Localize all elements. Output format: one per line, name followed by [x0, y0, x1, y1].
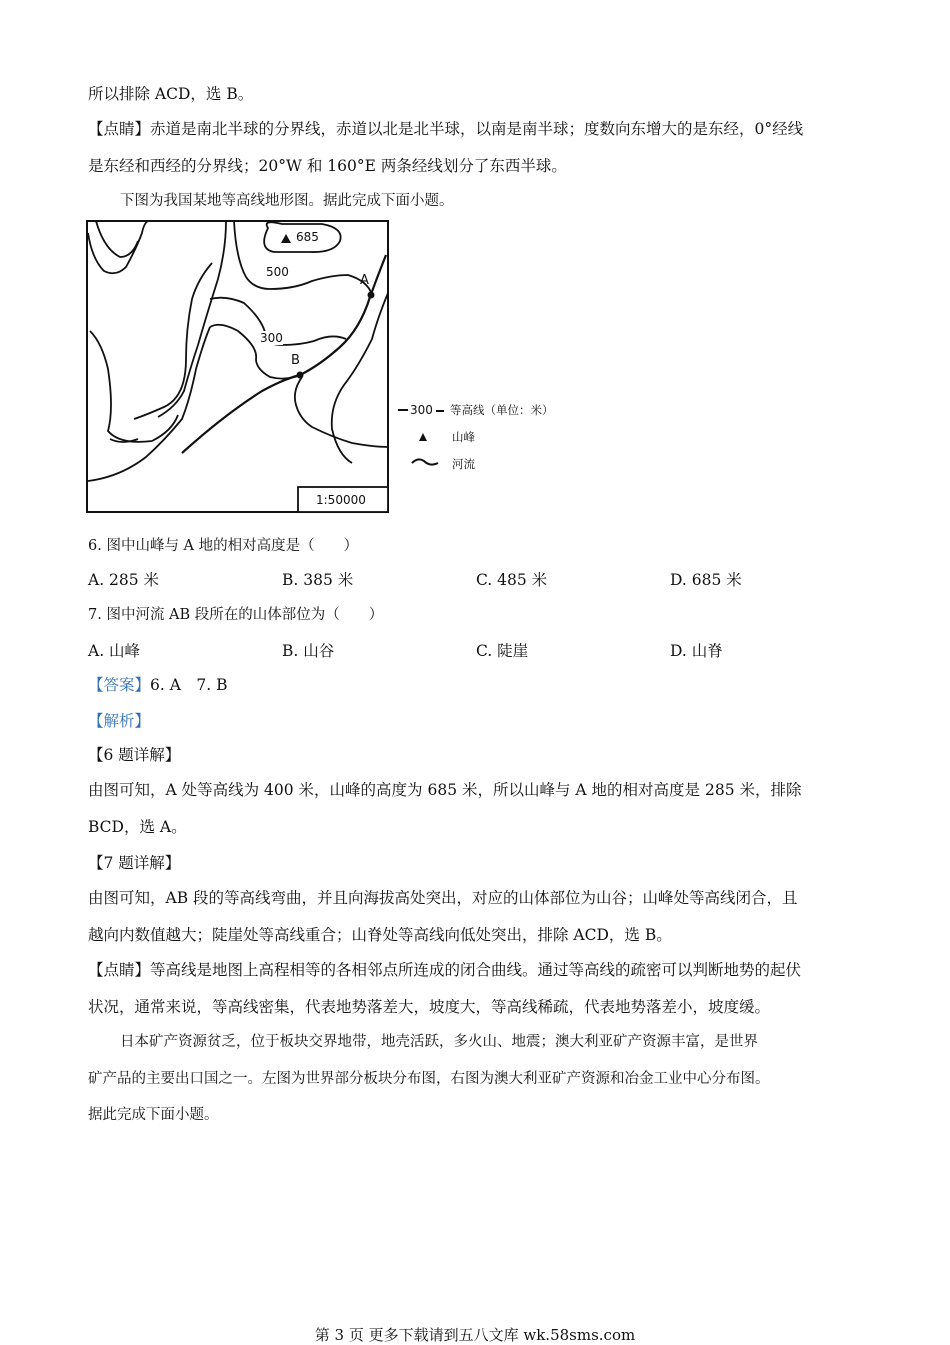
map-intro: 下图为我国某地等高线地形图。据此完成下面小题。 [120, 193, 454, 209]
q7-option-c: C. 陡崖 [476, 642, 529, 660]
page-footer: 第 3 页 更多下载请到五八文库 wk.58sms.com [314, 1326, 636, 1344]
tip-2-line-2: 状况，通常来说，等高线密集，代表地势落差大，坡度大，等高线稀疏，代表地势落差小，坡度缓。 [88, 998, 771, 1016]
legend-contour-line-right [436, 410, 444, 412]
line-conclusion: 所以排除 ACD，选 B。 [88, 85, 254, 103]
answer-line [88, 673, 228, 695]
detail-7-line-1: 由图可知，AB 段的等高线弯曲，并且向海拔高处突出，对应的山体部位为山谷；山峰处等高线闭合，且 [88, 889, 798, 907]
answer-text: 6. A 7. B [150, 676, 228, 694]
question-7-stem: 7. 图中河流 AB 段所在的山体部位为（ ） [88, 607, 384, 623]
next-intro-line-3: 据此完成下面小题。 [88, 1107, 219, 1123]
legend-contour-value: 300 [410, 403, 433, 417]
analysis-tag: 【解析】 [88, 712, 151, 730]
contour-left-inner [96, 221, 138, 257]
detail-6-title: 【6 题详解】 [88, 746, 181, 764]
q7-option-d: D. 山脊 [670, 642, 723, 660]
legend-contour-text: 等高线（单位：米） [450, 403, 554, 417]
tip-2-line-1 [88, 958, 801, 980]
legend-river-icon [412, 459, 438, 464]
contour-map-svg [86, 219, 566, 515]
point-a-label: A [360, 273, 369, 288]
contour-line-j [332, 293, 388, 463]
detail-6-line-2: BCD，选 A。 [88, 818, 187, 836]
legend-peak-icon [419, 433, 427, 441]
legend-peak-text: 山峰 [452, 430, 475, 444]
tip-2-tag: 【点睛】 [88, 961, 151, 979]
detail-7-title: 【7 题详解】 [88, 854, 181, 872]
peak-label: 685 [296, 230, 319, 244]
legend-river-text: 河流 [452, 457, 475, 471]
q7-option-a: A. 山峰 [88, 642, 141, 660]
point-b-marker [297, 372, 304, 379]
contour-300-label: 300 [260, 331, 283, 345]
detail-6-line-1: 由图可知，A 处等高线为 400 米，山峰的高度为 685 米，所以山峰与 A 地的相对高度是 285 米，排除 [88, 781, 802, 799]
answer-tag: 【答案】 [88, 676, 151, 694]
contour-line-a [90, 331, 178, 442]
q7-option-b: B. 山谷 [282, 642, 335, 660]
q6-option-b: B. 385 米 [282, 571, 354, 589]
tip-text-1: 赤道是南北半球的分界线，赤道以北是北半球，以南是南半球；度数向东增大的是东经，0°经线 [150, 120, 804, 138]
contour-line-g [210, 325, 300, 379]
tip-2-text-1: 等高线是地图上高程相等的各相邻点所连成的闭合曲线。通过等高线的疏密可以判断地势的起伏 [150, 961, 802, 979]
point-b-label: B [291, 353, 300, 368]
tip-paragraph-1 [88, 117, 803, 139]
q6-option-d: D. 685 米 [670, 571, 742, 589]
contour-map [86, 219, 566, 515]
next-intro-line-2: 矿产品的主要出口国之一。左图为世界部分板块分布图，右图为澳大利亚矿产资源和冶金工业中心分布图。 [88, 1071, 770, 1087]
river-path [182, 255, 386, 453]
contour-500-label: 500 [266, 265, 289, 279]
question-6-stem: 6. 图中山峰与 A 地的相对高度是（ ） [88, 538, 359, 554]
tip-paragraph-2: 是东经和西经的分界线；20°W 和 160°E 两条经线划分了东西半球。 [88, 157, 567, 175]
point-a-marker [368, 292, 375, 299]
q6-option-a: A. 285 米 [88, 571, 160, 589]
q6-option-c: C. 485 米 [476, 571, 548, 589]
tip-tag: 【点睛】 [88, 120, 151, 138]
detail-7-line-2: 越向内数值越大；陡崖处等高线重合；山脊处等高线向低处突出，排除 ACD，选 B。 [88, 926, 672, 944]
peak-triangle-icon [281, 234, 291, 243]
scale-label: 1:50000 [316, 493, 366, 507]
contour-line-d [134, 263, 212, 419]
contour-line-c [88, 327, 210, 481]
contour-left-outer [88, 221, 148, 273]
next-intro-line-1: 日本矿产资源贫乏，位于板块交界地带，地壳活跃，多火山、地震；澳大利亚矿产资源丰富，是世界 [120, 1034, 758, 1050]
